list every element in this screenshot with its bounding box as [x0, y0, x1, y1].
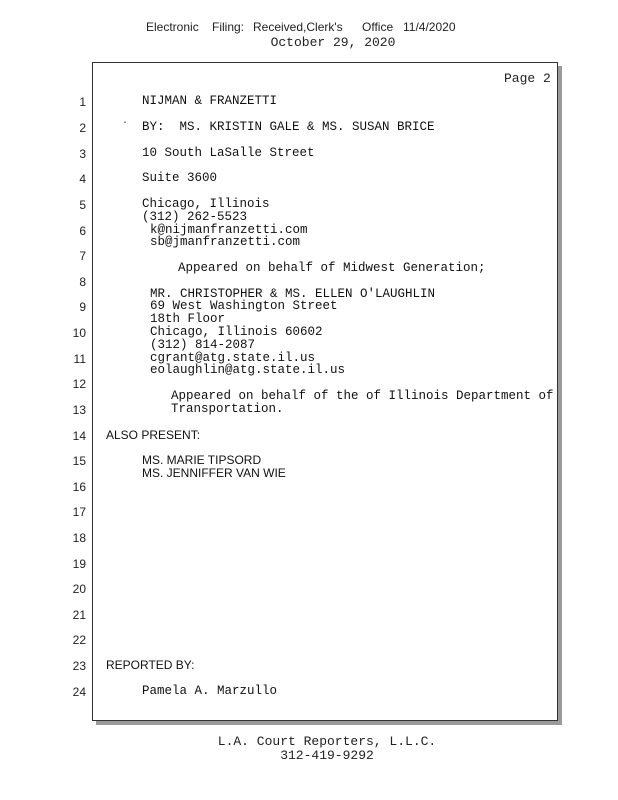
reporter-name: Pamela A. Marzullo — [142, 684, 278, 698]
line-number: 6 — [79, 224, 86, 238]
firm2-floor: 18th Floor — [150, 312, 226, 326]
line-number: 22 — [72, 633, 86, 647]
firm2-street: 69 West Washington Street — [150, 299, 338, 313]
firm1-appearance: Appeared on behalf of Midwest Generation; — [178, 261, 486, 275]
reported-by-label: REPORTED BY: — [106, 658, 195, 672]
line-number: 17 — [72, 505, 86, 519]
firm2-email-2: eolaughlin@atg.state.il.us — [150, 363, 346, 377]
firm2-email-1: cgrant@atg.state.il.us — [150, 351, 316, 365]
firm1-phone: (312) 262-5523 — [142, 210, 248, 224]
firm1-attorneys: BY: MS. KRISTIN GALE & MS. SUSAN BRICE — [142, 120, 435, 134]
line-number: 7 — [79, 249, 86, 263]
line-number: 15 — [72, 454, 86, 468]
line-number: 19 — [72, 557, 86, 571]
firm2-city: Chicago, Illinois 60602 — [150, 325, 323, 339]
line-number: 11 — [73, 352, 86, 366]
line-number: 16 — [72, 480, 86, 494]
firm1-name: NIJMAN & FRANZETTI — [142, 94, 278, 108]
firm1-email-1: k@nijmanfranzetti.com — [150, 223, 308, 237]
line-number: 20 — [72, 582, 86, 596]
firm1-suite: Suite 3600 — [142, 171, 218, 185]
bullet-mark: · — [122, 118, 129, 129]
line-number: 13 — [72, 403, 86, 417]
stamp-date: 11/4/2020 — [403, 20, 456, 34]
line-number: 5 — [79, 198, 86, 212]
firm1-email-2: sb@jmanfranzetti.com — [150, 235, 301, 249]
firm1-street: 10 South LaSalle Street — [142, 146, 315, 160]
also-present-label: ALSO PRESENT: — [106, 428, 201, 442]
line-number: 24 — [72, 685, 86, 699]
stamp-electronic: Electronic — [146, 20, 199, 34]
also-present-2: MS. JENNIFFER VAN WIE — [142, 466, 286, 480]
line-number: 18 — [72, 531, 86, 545]
line-number: 8 — [79, 275, 86, 289]
line-number: 1 — [79, 95, 86, 109]
line-number: 12 — [72, 377, 86, 391]
firm2-phone: (312) 814-2087 — [150, 338, 256, 352]
line-number: 4 — [79, 172, 86, 186]
line-number: 9 — [79, 300, 86, 314]
line-number: 23 — [72, 659, 86, 673]
hearing-date: October 29, 2020 — [270, 35, 396, 50]
stamp-received: Received,Clerk's — [253, 20, 343, 34]
also-present-1: MS. MARIE TIPSORD — [142, 453, 262, 467]
stamp-office: Office — [362, 20, 394, 34]
line-number: 2 — [79, 121, 86, 135]
firm2-attorneys: MR. CHRISTOPHER & MS. ELLEN O'LAUGHLIN — [150, 287, 436, 301]
firm2-appearance-1: Appeared on behalf of the of Illinois Department of — [171, 389, 554, 403]
page-number: Page 2 — [504, 71, 551, 86]
line-number: 14 — [72, 429, 86, 443]
line-number: 3 — [79, 147, 86, 161]
line-number: 21 — [72, 608, 86, 622]
stamp-filing: Filing: — [212, 20, 245, 34]
footer-phone: 312-419-9292 — [280, 748, 374, 763]
line-number: 10 — [72, 326, 86, 340]
firm1-city: Chicago, Illinois — [142, 197, 270, 211]
firm2-appearance-2: Transportation. — [171, 402, 284, 416]
footer-company: L.A. Court Reporters, L.L.C. — [217, 734, 437, 749]
